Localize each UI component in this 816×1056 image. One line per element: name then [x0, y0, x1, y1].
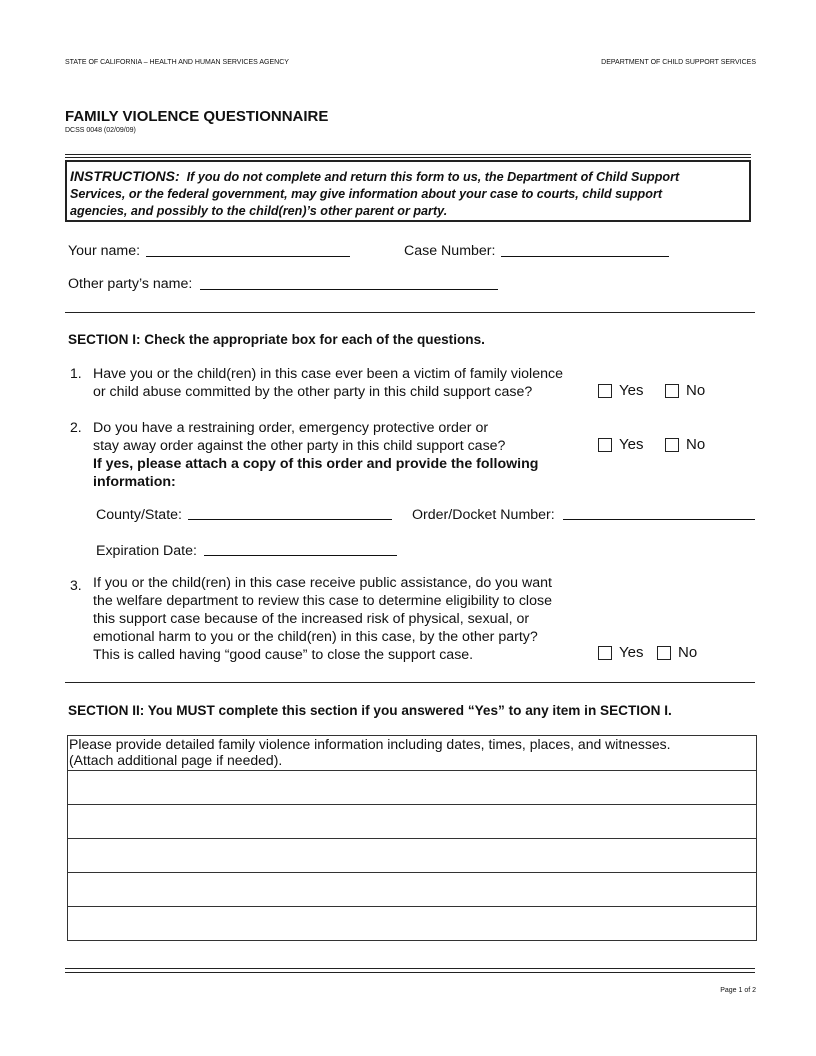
instructions-box [65, 160, 751, 222]
q1-yes-checkbox[interactable] [598, 384, 612, 398]
your-name-label: Your name: [68, 243, 141, 259]
expiration-date-label: Expiration Date: [96, 543, 197, 559]
case-number-field[interactable] [501, 256, 669, 257]
section1-heading: SECTION I: Check the appropriate box for each of the questions. [68, 332, 485, 347]
q1-number: 1. [70, 365, 82, 381]
q3-line2: the welfare department to review this case to determine eligibility to close [93, 593, 552, 609]
instructions-line1: If you do not complete and return this form to us, the Department of Child Support [186, 170, 680, 184]
docket-number-label: Order/Docket Number: [412, 507, 555, 523]
detail-row[interactable] [68, 805, 757, 839]
county-state-label: County/State: [96, 507, 182, 523]
divider [65, 968, 755, 969]
q2-number: 2. [70, 419, 82, 435]
q3-no-checkbox[interactable] [657, 646, 671, 660]
q1-yes-label: Yes [619, 382, 644, 399]
other-party-label: Other party’s name: [68, 276, 193, 292]
detail-prompt-line1: Please provide detailed family violence information including dates, times, places, and witnesses. [69, 736, 671, 752]
form-code: DCSS 0048 (02/09/09) [65, 127, 136, 134]
page-number: Page 1 of 2 [720, 987, 756, 994]
case-number-label: Case Number: [404, 243, 496, 259]
q3-number: 3. [70, 577, 82, 593]
divider [65, 157, 751, 158]
q3-line1: If you or the child(ren) in this case receive public assistance, do you want [93, 575, 552, 591]
docket-number-field[interactable] [563, 519, 755, 520]
expiration-date-field[interactable] [204, 555, 397, 556]
department-header: DEPARTMENT OF CHILD SUPPORT SERVICES [601, 59, 756, 66]
q3-yes-checkbox[interactable] [598, 646, 612, 660]
instructions-line3: agencies, and possibly to the child(ren)’s other parent or party. [70, 204, 448, 218]
q2-no-checkbox[interactable] [665, 438, 679, 452]
divider [65, 682, 755, 683]
q2-no-label: No [686, 436, 706, 453]
detail-prompt-cell [68, 736, 757, 771]
page-title: FAMILY VIOLENCE QUESTIONNAIRE [65, 108, 329, 125]
q3-text [93, 574, 552, 664]
divider [65, 154, 751, 155]
detail-prompt-line2: (Attach additional page if needed). [69, 752, 283, 768]
other-party-field[interactable] [200, 289, 498, 290]
q3-line5: This is called having “good cause” to close the support case. [93, 647, 474, 663]
q2-text [93, 419, 538, 491]
q1-no-label: No [686, 382, 706, 399]
divider [65, 972, 755, 973]
q1-text [93, 365, 563, 401]
q2-yes-checkbox[interactable] [598, 438, 612, 452]
instructions-line2: Services, or the federal government, may give information about your case to courts, child support [70, 187, 663, 201]
q2-line1: Do you have a restraining order, emergency protective order or [93, 420, 489, 436]
q3-no-label: No [678, 644, 698, 661]
q1-line2: or child abuse committed by the other party in this child support case? [93, 384, 533, 400]
section2-heading: SECTION II: You MUST complete this section if you answered “Yes” to any item in SECTION I. [68, 703, 672, 718]
detail-row[interactable] [68, 839, 757, 873]
q2-line2: stay away order against the other party in this child support case? [93, 438, 506, 454]
detail-table [67, 735, 757, 941]
q1-line1: Have you or the child(ren) in this case ever been a victim of family violence [93, 366, 563, 382]
q2-line3: If yes, please attach a copy of this order and provide the following [93, 456, 539, 472]
q3-yes-label: Yes [619, 644, 644, 661]
county-state-field[interactable] [188, 519, 392, 520]
detail-row[interactable] [68, 907, 757, 941]
detail-row[interactable] [68, 771, 757, 805]
your-name-field[interactable] [146, 256, 350, 257]
q2-line4: information: [93, 474, 176, 490]
agency-header: STATE OF CALIFORNIA – HEALTH AND HUMAN SERVICES AGENCY [65, 59, 289, 66]
q3-line4: emotional harm to you or the child(ren) in this case, by the other party? [93, 629, 538, 645]
q1-no-checkbox[interactable] [665, 384, 679, 398]
detail-row[interactable] [68, 873, 757, 907]
q2-yes-label: Yes [619, 436, 644, 453]
q3-line3: this support case because of the increased risk of physical, sexual, or [93, 611, 530, 627]
instructions-lead: INSTRUCTIONS: [70, 168, 180, 184]
divider [65, 312, 755, 313]
